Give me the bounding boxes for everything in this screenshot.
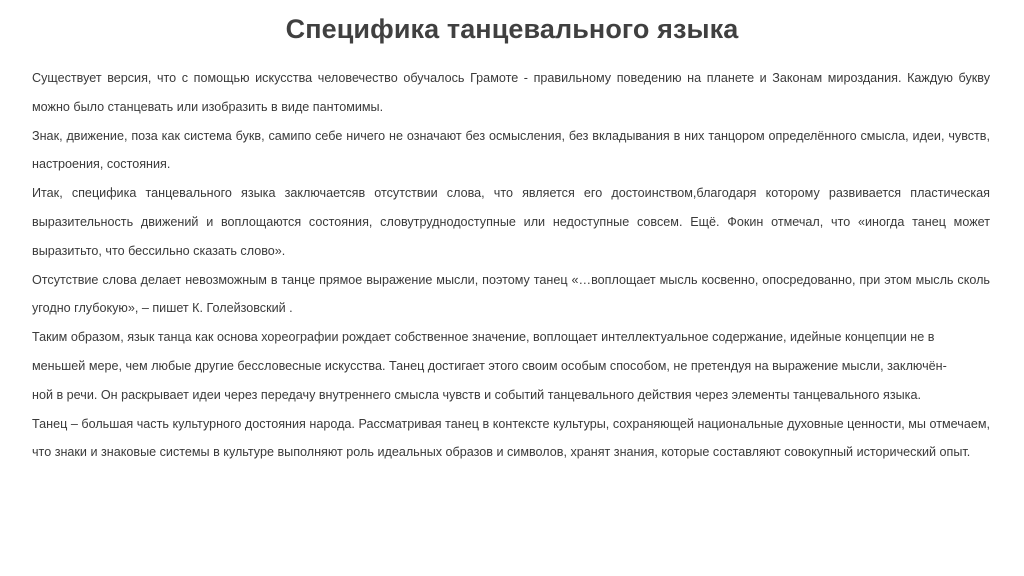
paragraph-6: меньшей мере, чем любые другие бессловесные искусства. Танец достигает этого своим особым способом, не претендуя на выражение мысли, заключён-: [32, 358, 947, 373]
paragraph-3: Итак, специфика танцевального языка заключаетсяв отсутствии слова, что является его достоинством,благодаря которому развивается пластическая выразительность движений и воплощаются состояния, словутруднодоступные или недоступные совсем. Ещё. Фокин отмечал, что «иногда танец может выразитьто, что бессильно сказать слово».: [32, 186, 990, 258]
paragraph-4: Отсутствие слова делает невозможным в танце прямое выражение мысли, поэтому танец «…воплощает мысль косвенно, опосредованно, при этом мысль сколь угодно глубокую», – пишет К. Голейзовский .: [32, 272, 990, 316]
paragraph-2: Знак, движение, поза как система букв, самипо себе ничего не означают без осмысления, без вкладывания в них танцором определённого смысла, идеи, чувств, настроения, состояния.: [32, 128, 990, 172]
paragraph-5: Таким образом, язык танца как основа хореографии рождает собственное значение, воплощает интеллектуальное содержание, идейные концепции не в: [32, 330, 935, 345]
slide-body: [32, 64, 990, 467]
paragraph-8: Танец – большая часть культурного достояния народа. Рассматривая танец в контексте культуры, сохраняющей национальные духовные ценности, мы отмечаем, что знаки и знаковые системы в культуре выполняют роль идеальных образов и символов, хранят знания, которые составляют совокупный исторический опыт.: [32, 416, 990, 460]
paragraph-7: ной в речи. Он раскрывает идеи через передачу внутреннего смысла чувств и событий танцевального действия через элементы танцевального языка.: [32, 387, 921, 402]
paragraph-1: Существует версия, что с помощью искусства человечество обучалось Грамоте - правильному поведению на планете и Законам мироздания. Каждую букву можно было станцевать или изобразить в виде пантомимы.: [32, 71, 990, 114]
page-title: Специфика танцевального языка: [285, 14, 739, 44]
